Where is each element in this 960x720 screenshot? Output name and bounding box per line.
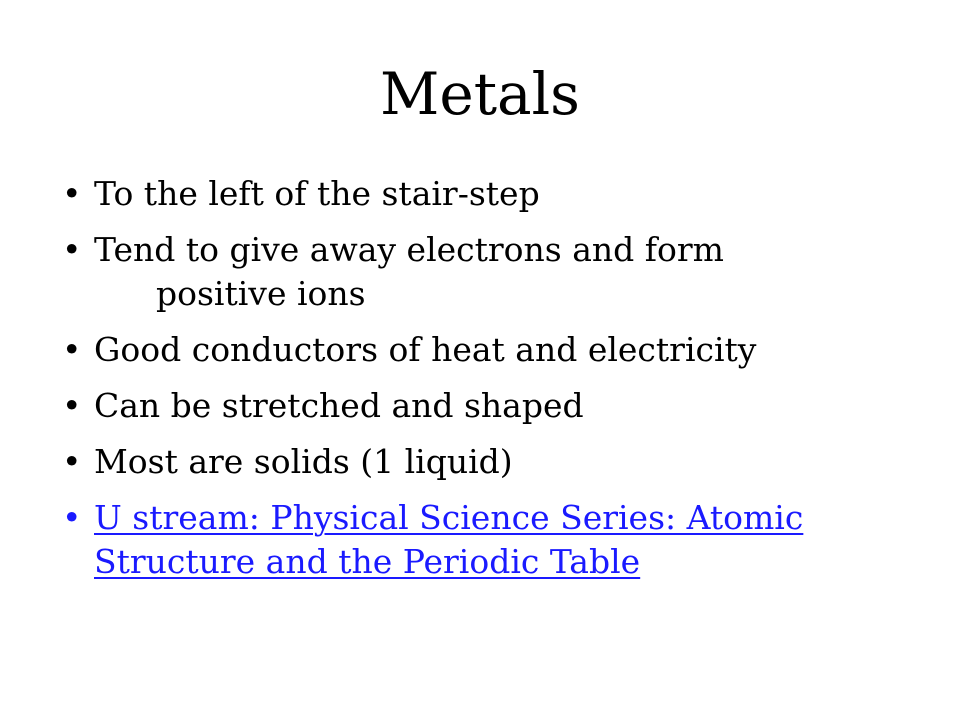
bullet-text: Tend to give away electrons and form positive ions: [94, 230, 724, 313]
bullet-icon: •: [62, 442, 82, 481]
bullet-item-link: [62, 496, 862, 584]
bullet-icon: •: [62, 230, 82, 269]
bullet-text: To the left of the stair-step: [94, 174, 540, 213]
bullet-item: [62, 172, 862, 216]
slide-title: Metals: [380, 60, 580, 128]
bullet-item: [62, 328, 862, 372]
bullet-icon: •: [62, 498, 82, 537]
bullet-text: Can be stretched and shaped: [94, 386, 584, 425]
ustream-link[interactable]: U stream: Physical Science Series: Atomic Structure and the Periodic Table: [94, 498, 804, 581]
bullet-list: [62, 172, 862, 596]
bullet-item: [62, 228, 862, 316]
bullet-text: Good conductors of heat and electricity: [94, 330, 757, 369]
bullet-item: [62, 384, 862, 428]
bullet-icon: •: [62, 386, 82, 425]
bullet-item: [62, 440, 862, 484]
bullet-icon: •: [62, 330, 82, 369]
bullet-text: Most are solids (1 liquid): [94, 442, 513, 481]
bullet-icon: •: [62, 174, 82, 213]
link-wrapper: [94, 496, 862, 584]
